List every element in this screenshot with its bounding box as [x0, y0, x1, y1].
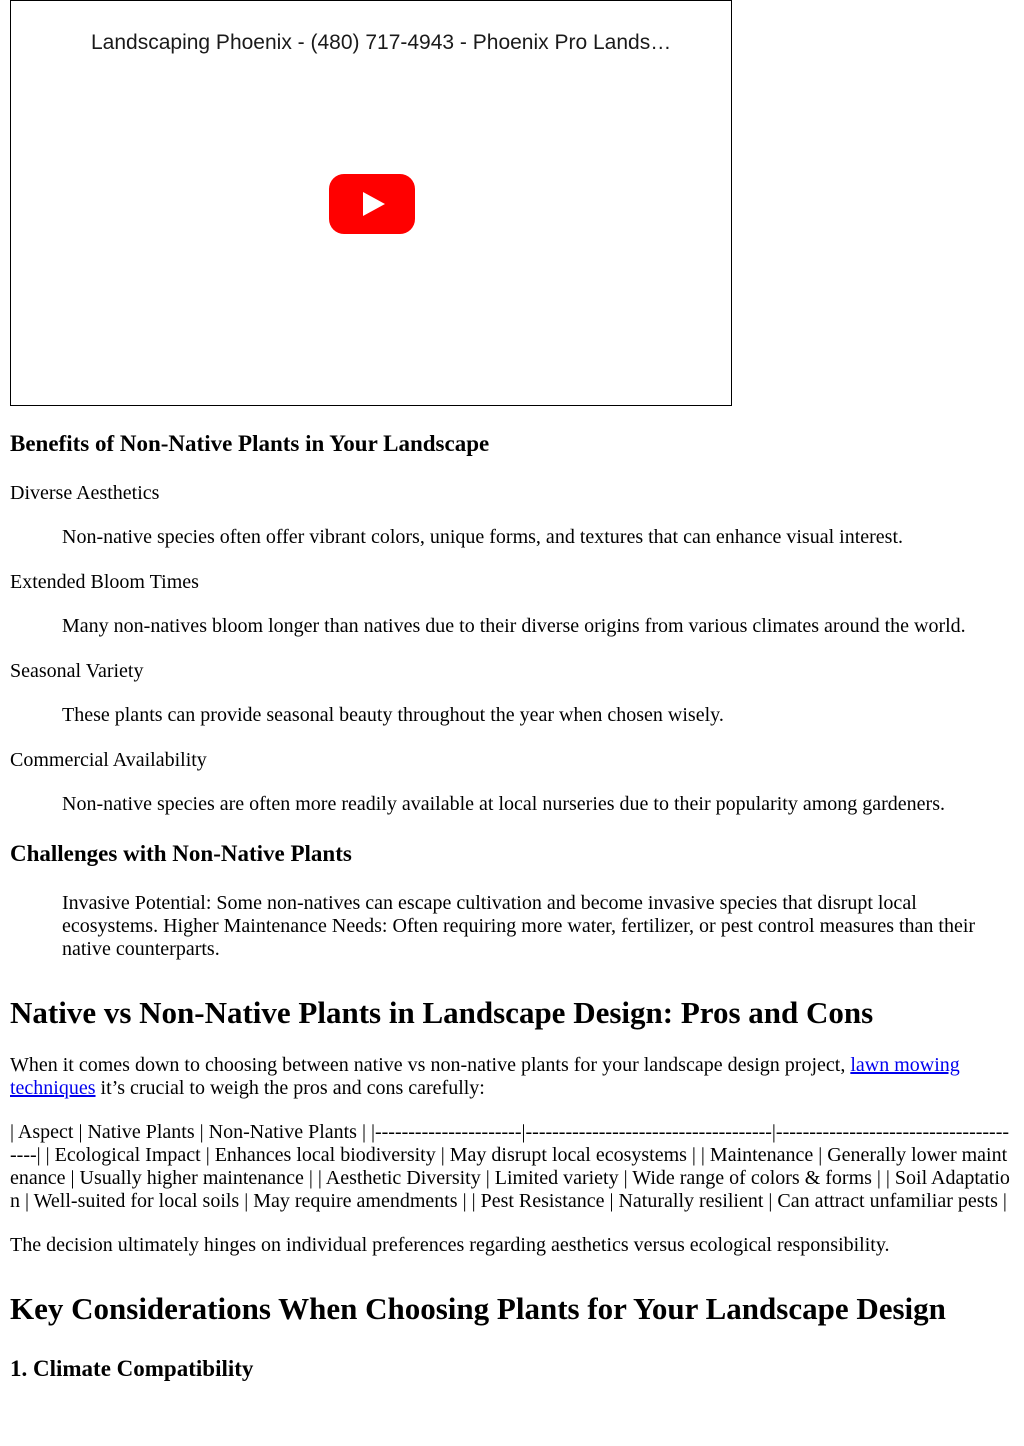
lawn-mowing-link[interactable]: lawn mowing techniques [10, 1054, 960, 1099]
benefits-heading: Benefits of Non-Native Plants in Your Landscape [10, 431, 490, 456]
challenges-text: Invasive Potential: Some non-natives can escape cultivation and become invasive species that disrupt local ecosystems. Higher Maintenance Needs: Often requiring more water, fertilizer, or pest control measures than their native counterparts. [62, 892, 976, 960]
benefit-desc: Non-native species are often more readily available at local nurseries due to their popularity among gardeners. [62, 793, 945, 815]
benefit-term: Seasonal Variety [10, 660, 144, 682]
intro-text: When it comes down to choosing between native vs non-native plants for your landscape design project, [10, 1054, 851, 1076]
intro-text-end: it’s crucial to weigh the pros and cons carefully: [95, 1077, 485, 1099]
benefit-term: Diverse Aesthetics [10, 482, 160, 504]
video-title[interactable]: Landscaping Phoenix - (480) 717-4943 - Phoenix Pro Lands… [91, 31, 672, 54]
climate-compatibility-heading: 1. Climate Compatibility [10, 1356, 254, 1381]
youtube-play-icon[interactable] [329, 174, 415, 234]
benefit-term: Extended Bloom Times [10, 571, 199, 593]
challenges-heading: Challenges with Non-Native Plants [10, 841, 352, 866]
pros-cons-heading: Native vs Non-Native Plants in Landscape Design: Pros and Cons [10, 995, 874, 1030]
pros-cons-intro [10, 1054, 1014, 1100]
considerations-heading: Key Considerations When Choosing Plants for Your Landscape Design [10, 1291, 946, 1326]
benefit-term: Commercial Availability [10, 749, 207, 771]
article-content [10, 430, 1014, 1383]
comparison-table-text: | Aspect | Native Plants | Non-Native Plants | |----------------------|-------------------------------------|---------------------------------------| | Ecological Impact | Enhances local biodiversity | May disrupt local ecosystems | | Maintenance | Generally lower maintenance | Usually higher maintenance | | Aesthetic Diversity | Limited variety | Wide range of colors & forms | | Soil Adaptation | Well-suited for local soils | May require amendments | | Pest Resistance | Naturally resilient | Can attract unfamiliar pests | [10, 1121, 1010, 1212]
pros-cons-conclusion: The decision ultimately hinges on individual preferences regarding aesthetics versus ecological responsibility. [10, 1234, 890, 1256]
benefit-desc: Non-native species often offer vibrant colors, unique forms, and textures that can enhance visual interest. [62, 526, 904, 548]
benefit-desc: These plants can provide seasonal beauty throughout the year when chosen wisely. [62, 704, 724, 726]
video-embed[interactable] [10, 0, 732, 406]
benefit-desc: Many non-natives bloom longer than natives due to their diverse origins from various climates around the world. [62, 615, 966, 637]
